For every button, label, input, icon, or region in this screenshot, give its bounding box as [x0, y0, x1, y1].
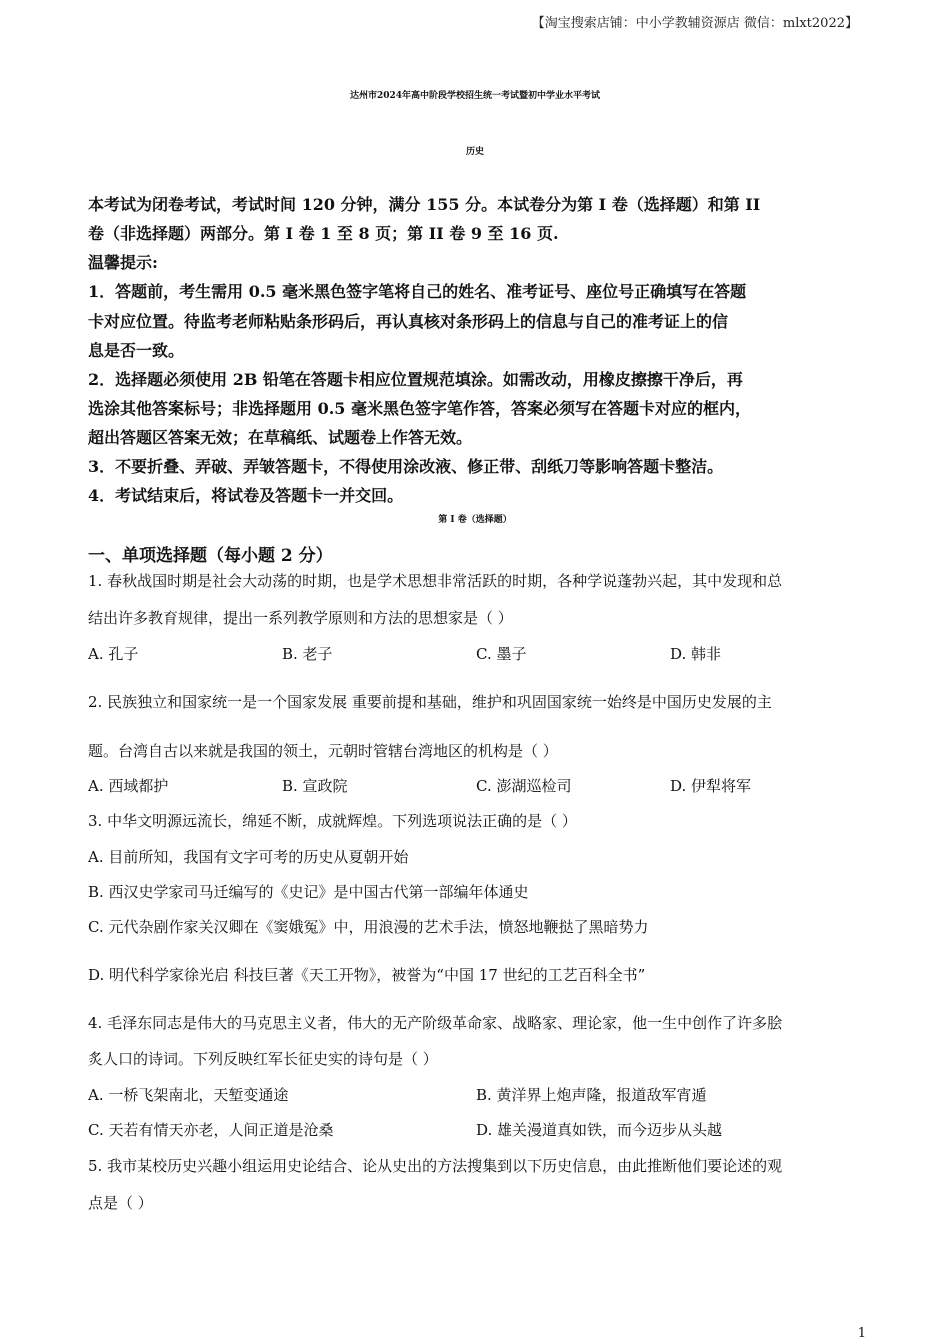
question-1-option-d: D. 韩非 — [670, 645, 722, 663]
question-2-option-d: D. 伊犁将军 — [670, 777, 752, 795]
question-4-line: 4. 毛泽东同志是伟大的马克思主义者，伟大的无产阶级革命家、战略家、理论家，他一生中创作了许多脍 — [88, 1014, 783, 1032]
question-2-line: 2. 民族独立和国家统一是一个国家发展 重要前提和基础，维护和巩固国家统一始终是中国历史发展的主 — [88, 693, 772, 711]
question-1-option-c: C. 墨子 — [476, 645, 527, 663]
tip-line: 4．考试结束后，将试卷及答题卡一并交回。 — [88, 486, 404, 505]
question-5-line: 5. 我市某校历史兴趣小组运用史论结合、论从史出的方法搜集到以下历史信息，由此推断他们要论述的观 — [88, 1157, 783, 1175]
tip-line: 3．不要折叠、弄破、弄皱答题卡，不得使用涂改液、修正带、刮纸刀等影响答题卡整洁。 — [88, 457, 724, 476]
question-4-option-d: D. 雄关漫道真如铁，而今迈步从头越 — [476, 1121, 723, 1139]
question-4-option-c: C. 天若有情天亦老，人间正道是沧桑 — [88, 1121, 334, 1139]
tip-line: 2．选择题必须使用 2B 铅笔在答题卡相应位置规范填涂。如需改动，用橡皮擦擦干净后，再 — [88, 370, 743, 389]
tip-line: 息是否一致。 — [88, 341, 185, 360]
question-3-option-a: A. 目前所知，我国有文字可考的历史从夏朝开始 — [88, 848, 409, 866]
exam-title: 达州市2024年高中阶段学校招生统一考试暨初中学业水平考试 — [349, 91, 601, 101]
question-4-line: 炙人口的诗词。下列反映红军长征史实的诗句是（ ） — [88, 1050, 438, 1068]
question-3-option-d: D. 明代科学家徐光启 科技巨著《天工开物》，被誉为“中国 17 世纪的工艺百科全书” — [88, 966, 646, 984]
tip-line: 卡对应位置。待监考老师粘贴条形码后，再认真核对条形码上的信息与自己的准考证上的信 — [88, 312, 729, 331]
page-number: 1 — [857, 1326, 866, 1341]
intro-line: 本考试为闭卷考试，考试时间 120 分钟，满分 155 分。本试卷分为第 I 卷（选择题）和第 II — [88, 195, 761, 214]
subject-title: 历史 — [465, 147, 484, 157]
tips-label: 温馨提示: — [88, 253, 158, 272]
tip-line: 超出答题区答案无效；在草稿纸、试题卷上作答无效。 — [88, 428, 473, 447]
question-1-line: 结出许多教育规律，提出一系列教学原则和方法的思想家是（ ） — [88, 609, 513, 627]
question-1-line: 1. 春秋战国时期是社会大动荡的时期，也是学术思想非常活跃的时期，各种学说蓬勃兴起，其中发现和总 — [88, 572, 783, 590]
part1-title: 第 I 卷（选择题） — [438, 515, 512, 525]
question-2-option-c: C. 澎湖巡检司 — [476, 777, 572, 795]
question-3-option-c: C. 元代杂剧作家关汉卿在《窦娥冤》中，用浪漫的艺术手法，愤怒地鞭挞了黑暗势力 — [88, 918, 649, 936]
question-2-option-a: A. 西域都护 — [88, 777, 169, 795]
question-4-option-a: A. 一桥飞架南北，天堑变通途 — [88, 1086, 289, 1104]
question-2-option-b: B. 宣政院 — [282, 777, 348, 795]
tip-line: 1．答题前，考生需用 0.5 毫米黑色签字笔将自己的姓名、准考证号、座位号正确填写在答题 — [88, 282, 747, 301]
question-4-option-b: B. 黄洋界上炮声隆，报道敌军宵遁 — [476, 1086, 707, 1104]
question-3-option-b: B. 西汉史学家司马迁编写的《史记》是中国古代第一部编年体通史 — [88, 883, 529, 901]
question-1-option-b: B. 老子 — [282, 645, 333, 663]
question-1-option-a: A. 孔子 — [88, 645, 139, 663]
section1-title: 一、单项选择题（每小题 2 分） — [88, 546, 333, 566]
tip-line: 选涂其他答案标号；非选择题用 0.5 毫米黑色签字笔作答，答案必须写在答题卡对应的框内， — [88, 399, 751, 418]
question-3-line: 3. 中华文明源远流长，绵延不断，成就辉煌。下列选项说法正确的是（ ） — [88, 812, 577, 830]
header-note: 【淘宝搜索店铺：中小学教辅资源店 微信：mlxt2022】 — [531, 16, 858, 31]
intro-line: 卷（非选择题）两部分。第 I 卷 1 至 8 页；第 II 卷 9 至 16 页. — [88, 224, 559, 243]
question-5-line: 点是（ ） — [88, 1194, 153, 1212]
question-2-line: 题。台湾自古以来就是我国的领土，元朝时管辖台湾地区的机构是（ ） — [88, 742, 558, 760]
